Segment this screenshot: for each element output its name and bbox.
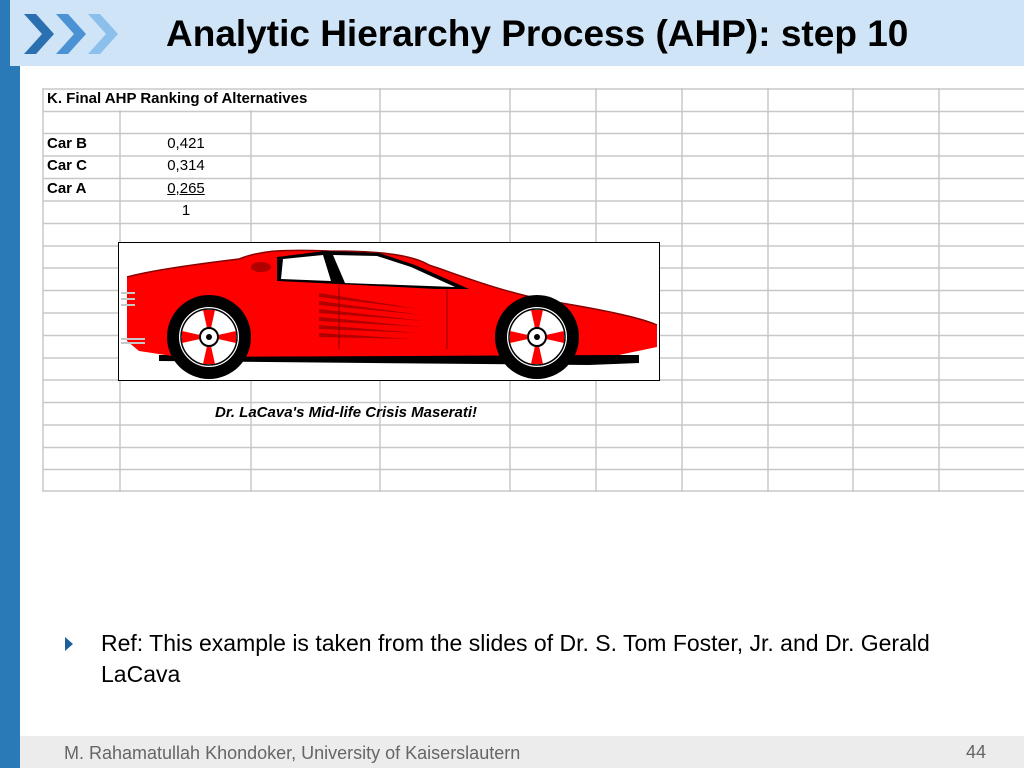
- reference-bullet: Ref: This example is taken from the slides of Dr. S. Tom Foster, Jr. and Dr. Gerald LaCava: [101, 630, 930, 687]
- row-value-2: 0,314: [167, 157, 205, 174]
- footer-author: M. Rahamatullah Khondoker, University of Kaiserslautern: [64, 743, 521, 763]
- total-value: 1: [181, 202, 191, 219]
- row-label-2: Car C: [47, 157, 88, 174]
- slide-header: [10, 0, 1024, 66]
- slide-footer: [20, 736, 1024, 768]
- row-value-3: 0,265: [167, 180, 205, 197]
- row-label-1: Car B: [47, 135, 88, 152]
- left-accent-bar: [0, 0, 20, 768]
- car-caption: Dr. LaCava's Mid-life Crisis Maserati!: [215, 404, 477, 421]
- page-number: 44: [965, 742, 986, 762]
- slide-title: Analytic Hierarchy Process (AHP): step 10: [166, 13, 909, 54]
- red-sports-car-clipart: [119, 243, 659, 380]
- chevron-arrows-icon: [22, 10, 122, 58]
- row-label-3: Car A: [47, 180, 87, 197]
- triangle-bullet-icon: [64, 634, 74, 654]
- row-value-1: 0,421: [167, 135, 205, 152]
- ranking-heading: K. Final AHP Ranking of Alternatives: [47, 90, 308, 107]
- car-picture-frame: [118, 242, 660, 381]
